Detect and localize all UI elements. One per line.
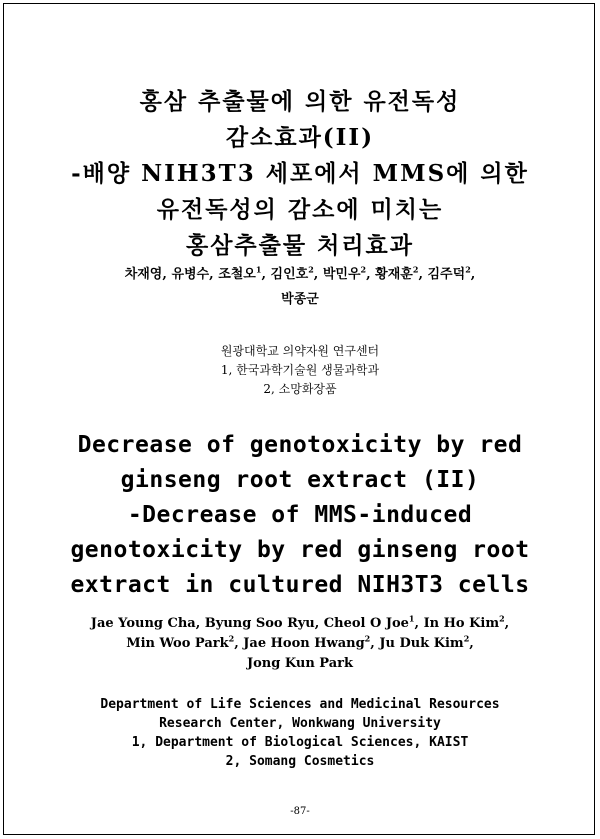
- affiliation-marker: 2: [465, 264, 471, 275]
- affiliation-marker: 2: [360, 264, 367, 275]
- korean-title-line: 감소효과(II): [225, 124, 375, 151]
- english-title: [0, 428, 600, 603]
- author-name: Jae Hoon Hwang: [243, 636, 365, 651]
- affiliation-line: 1, Department of Biological Sciences, KAIST: [131, 735, 469, 750]
- affiliation-marker: 2: [228, 633, 235, 644]
- affiliation-line: Department of Life Sciences and Medicinal Resources: [100, 697, 500, 712]
- author-name: 유병수: [171, 267, 210, 282]
- author-name: Jae Young Cha: [90, 616, 196, 631]
- affiliation-marker: 2: [499, 613, 505, 624]
- english-title-line: Decrease of genotoxicity by red: [77, 432, 523, 458]
- affiliation-line: Research Center, Wonkwang University: [159, 716, 441, 731]
- affiliation-line: 1, 한국과학기술원 생물과학과: [220, 363, 380, 377]
- affiliation-line: 2, 소망화장품: [263, 382, 337, 396]
- author-name: 황재훈: [375, 267, 413, 282]
- author-name: Byung Soo Ryu: [204, 616, 315, 631]
- affiliation-marker: 2: [364, 633, 371, 644]
- english-authors: Jae Young Cha, Byung Soo Ryu, Cheol O Joe$^1$, In Ho Kim$^2$, Min Woo Park$^2$, Jae Hoon Hwang$^2$, Ju Duk Kim$^2$, Jong Kun Park: [90, 613, 510, 671]
- author-name: Min Woo Park: [126, 636, 229, 651]
- page-number: -87-: [290, 806, 310, 817]
- author-name: Jong Kun Park: [246, 656, 354, 671]
- affiliation-marker: 2: [412, 264, 419, 275]
- author-name: In Ho Kim: [423, 616, 500, 631]
- korean-affiliations: [0, 342, 600, 399]
- korean-title-line: 홍삼 추출물에 의한 유전독성: [139, 88, 461, 115]
- english-title-line: ginseng root extract (II): [120, 467, 480, 493]
- korean-title-line: -배양 NIH3T3 세포에서 MMS에 의한: [71, 160, 529, 187]
- author-name: 김주덕: [427, 267, 466, 282]
- korean-title-line: 홍삼추출물 처리효과: [186, 232, 414, 259]
- author-name: 조철오: [218, 267, 256, 282]
- author-name: 박종군: [281, 292, 319, 307]
- author-name: 김인호: [270, 267, 309, 282]
- affiliation-marker: 1: [408, 613, 415, 624]
- korean-authors: 차재영, 유병수, 조철오$^1$, 김인호$^2$, 박민우$^2$, 황재훈$^2$, 김주덕$^2$, 박종군: [124, 264, 476, 307]
- author-name: 박민우: [322, 267, 361, 282]
- author-name: Cheol O Joe: [323, 616, 409, 631]
- english-affiliations: [0, 695, 600, 771]
- korean-title-line: 유전독성의 감소에 미치는: [156, 196, 444, 223]
- affiliation-line: 2, Somang Cosmetics: [225, 754, 375, 769]
- english-title-line: extract in cultured NIH3T3 cells: [70, 572, 530, 598]
- author-name: 차재영: [124, 267, 163, 282]
- affiliation-marker: 2: [463, 633, 470, 644]
- english-title-line: genotoxicity by red ginseng root: [70, 537, 530, 563]
- english-title-line: -Decrease of MMS-induced: [127, 502, 473, 528]
- affiliation-marker: 1: [255, 264, 262, 275]
- korean-title: [0, 84, 600, 264]
- author-name: Ju Duk Kim: [379, 636, 464, 651]
- affiliation-line: 원광대학교 의약자원 연구센터: [220, 344, 380, 358]
- affiliation-marker: 2: [308, 264, 314, 275]
